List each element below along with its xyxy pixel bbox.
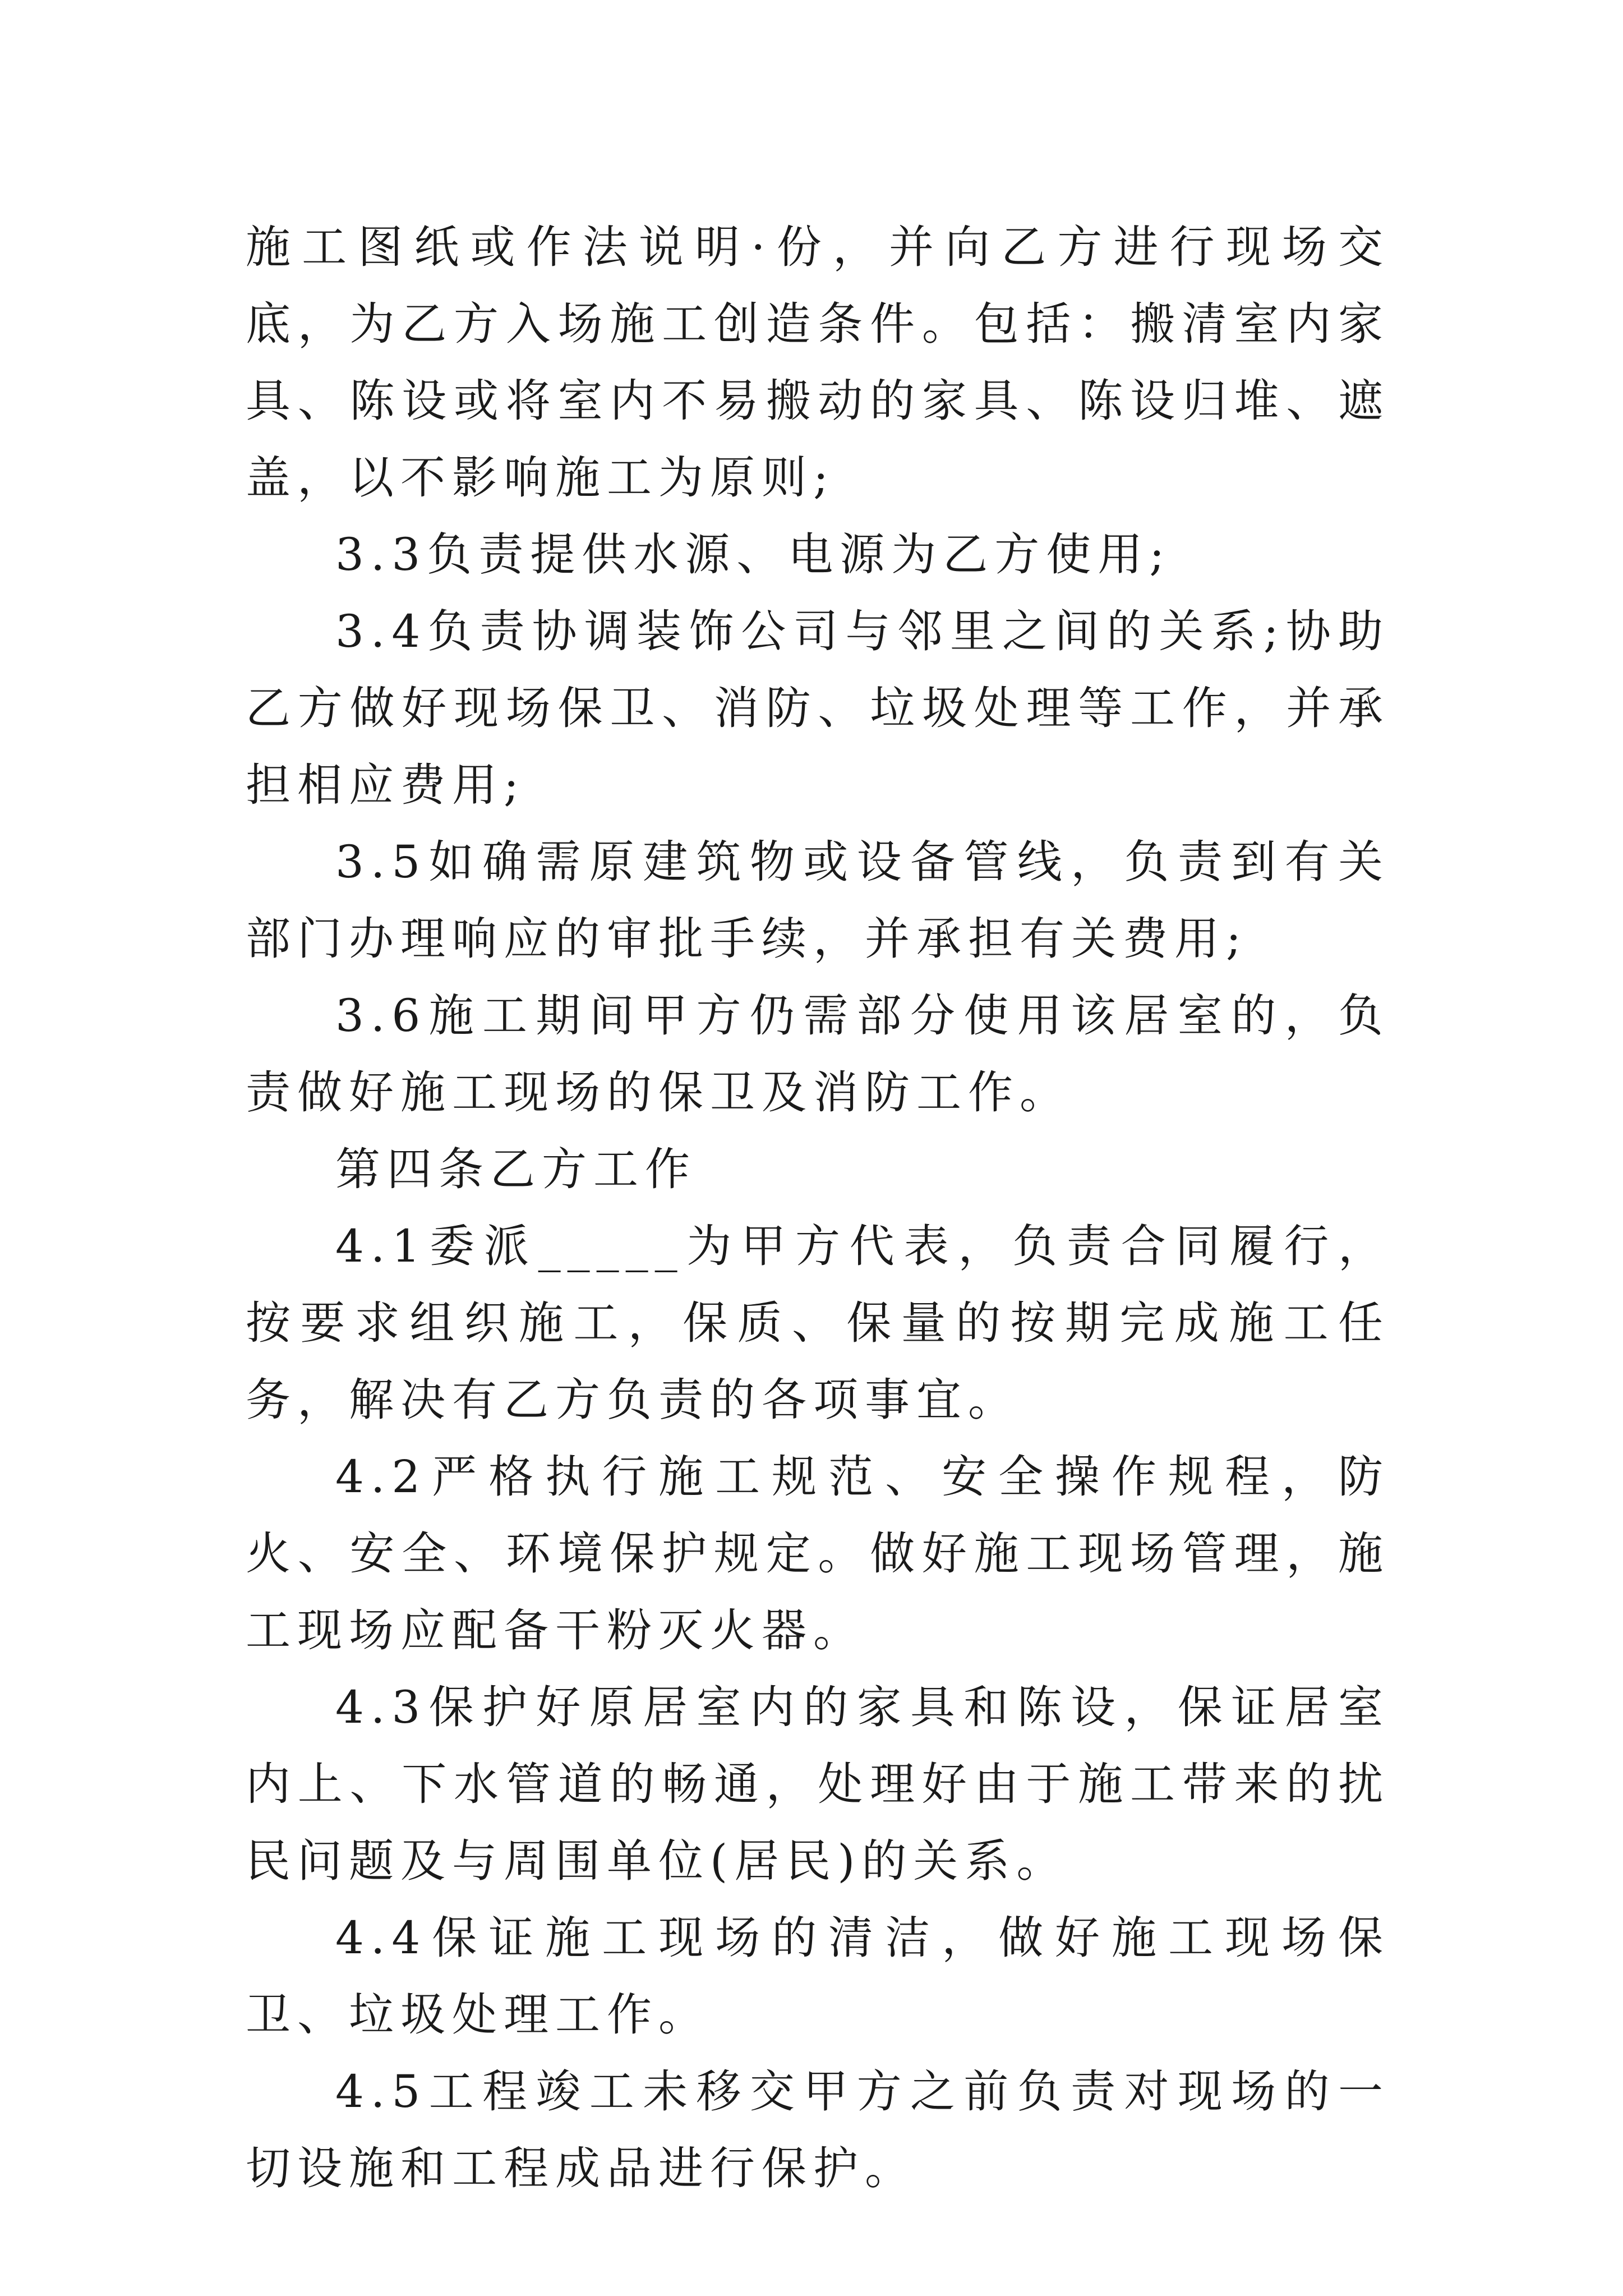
document-body xyxy=(246,209,1390,2207)
paragraph-3-4: 3.4负责协调装饰公司与邻里之间的关系;协助乙方做好现场保卫、消防、垃圾处理等工作，并承担相应费用; xyxy=(246,605,1390,811)
section-heading-article-4: 第四条乙方工作 xyxy=(335,1143,697,1195)
paragraph-intro: 施工图纸或作法说明·份，并向乙方进行现场交底，为乙方入场施工创造条件。包括：搬清室内家具、陈设或将室内不易搬动的家具、陈设归堆、遮盖，以不影响施工为原则; xyxy=(246,221,1390,504)
paragraph-4-3: 4.3保护好原居室内的家具和陈设，保证居室内上、下水管道的畅通，处理好由于施工带来的扰民问题及与周围单位(居民)的关系。 xyxy=(246,1681,1390,1887)
paragraph-4-4: 4.4保证施工现场的清洁，做好施工现场保卫、垃圾处理工作。 xyxy=(246,1912,1390,2041)
paragraph-3-5: 3.5如确需原建筑物或设备管线，负责到有关部门办理响应的审批手续，并承担有关费用; xyxy=(246,836,1390,965)
paragraph-4-2: 4.2严格执行施工规范、安全操作规程，防火、安全、环境保护规定。做好施工现场管理，施工现场应配备干粉灭火器。 xyxy=(246,1451,1390,1657)
paragraph-3-3: 3.3负责提供水源、电源为乙方使用; xyxy=(335,528,1172,581)
paragraph-4-1: 4.1委派_____为甲方代表，负责合同履行，按要求组织施工，保质、保量的按期完成施工任务，解决有乙方负责的各项事宜。 xyxy=(246,1220,1390,1426)
paragraph-3-6: 3.6施工期间甲方仍需部分使用该居室的，负责做好施工现场的保卫及消防工作。 xyxy=(246,990,1390,1119)
paragraph-4-5: 4.5工程竣工未移交甲方之前负责对现场的一切设施和工程成品进行保护。 xyxy=(246,2065,1390,2194)
